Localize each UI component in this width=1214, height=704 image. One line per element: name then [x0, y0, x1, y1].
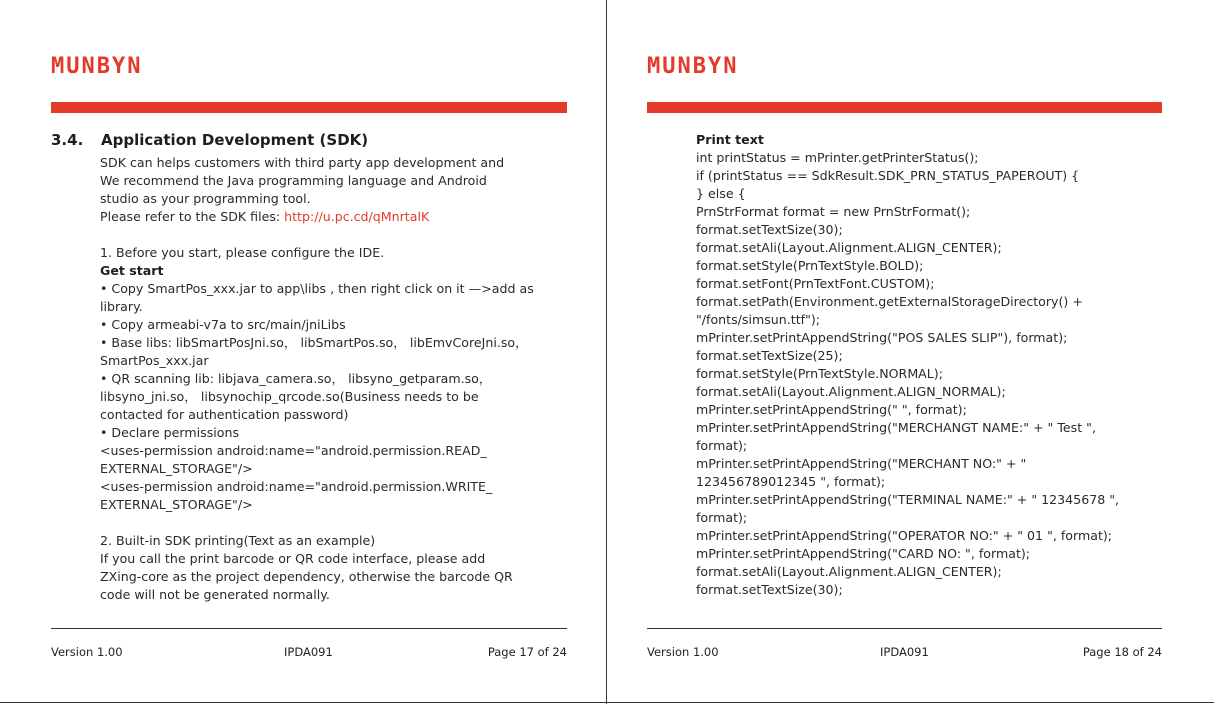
line-text: "/fonts/simsun.ttf"); — [696, 312, 821, 327]
line-text: If you call the print barcode or QR code interface, please add — [100, 551, 486, 566]
footer-page-number: Page 18 of 24 — [1082, 645, 1162, 659]
line-text: Please refer to the SDK files: — [100, 209, 285, 224]
text-line — [696, 527, 1166, 545]
footer-divider — [647, 628, 1162, 629]
text-line — [100, 154, 575, 172]
line-text: format.setStyle(PrnTextStyle.NORMAL); — [696, 366, 943, 381]
line-text: SDK can helps customers with third party app development and — [100, 155, 505, 170]
line-text: } else { — [696, 186, 746, 201]
line-text: format.setTextSize(30); — [696, 582, 843, 597]
right-page — [607, 0, 1214, 704]
line-text: format.setAli(Layout.Alignment.ALIGN_CENTER); — [696, 240, 1002, 255]
left-body-text — [100, 154, 575, 604]
munbyn-logo: MUNBYN — [51, 54, 143, 79]
text-line — [100, 208, 575, 226]
line-text: format.setFont(PrnTextFont.CUSTOM); — [696, 276, 935, 291]
text-line — [696, 221, 1166, 239]
text-line — [100, 478, 575, 496]
subheading — [696, 131, 1166, 149]
text-line — [100, 334, 575, 352]
text-line — [696, 491, 1166, 509]
line-text: EXTERNAL_STORAGE"/> — [100, 497, 253, 512]
line-text: <uses-permission android:name="android.permission.READ_ — [100, 443, 487, 458]
line-text: format.setTextSize(30); — [696, 222, 843, 237]
section-heading — [51, 131, 571, 149]
text-line — [696, 185, 1166, 203]
blank-line — [100, 226, 575, 244]
line-text: • QR scanning lib: libjava_camera.so， libsyno_getparam.so， — [100, 371, 492, 386]
line-text: format.setPath(Environment.getExternalStorageDirectory() + — [696, 294, 1083, 309]
sdk-link[interactable]: http://u.pc.cd/qMnrtalK — [284, 209, 430, 224]
text-line — [100, 370, 575, 388]
header-red-bar — [51, 102, 567, 113]
text-line — [696, 401, 1166, 419]
text-line — [696, 275, 1166, 293]
line-text: code will not be generated normally. — [100, 587, 330, 602]
text-line — [100, 280, 575, 298]
text-line — [100, 424, 575, 442]
text-line — [100, 586, 575, 604]
text-line — [696, 257, 1166, 275]
line-text: Get start — [100, 263, 164, 278]
text-line — [100, 298, 575, 316]
text-line — [696, 437, 1166, 455]
line-text: libsyno_jni.so， libsynochip_qrcode.so(Business needs to be — [100, 389, 479, 404]
blank-line — [100, 514, 575, 532]
line-text: library. — [100, 299, 143, 314]
line-text: mPrinter.setPrintAppendString("POS SALES SLIP"), format); — [696, 330, 1068, 345]
text-line — [696, 455, 1166, 473]
text-line — [100, 316, 575, 334]
line-text: Print text — [696, 132, 764, 147]
header-red-bar — [647, 102, 1162, 113]
text-line — [100, 406, 575, 424]
text-line — [100, 388, 575, 406]
line-text: 1. Before you start, please configure the IDE. — [100, 245, 385, 260]
text-line — [696, 329, 1166, 347]
footer-version: Version 1.00 — [647, 645, 719, 659]
line-text: EXTERNAL_STORAGE"/> — [100, 461, 253, 476]
line-text: • Base libs: libSmartPosJni.so， libSmartPos.so， libEmvCoreJni.so， — [100, 335, 528, 350]
text-line — [100, 352, 575, 370]
line-text: PrnStrFormat format = new PrnStrFormat(); — [696, 204, 971, 219]
text-line — [696, 419, 1166, 437]
text-line — [696, 347, 1166, 365]
line-text: 123456789012345 ", format); — [696, 474, 886, 489]
text-line — [696, 509, 1166, 527]
line-text: format); — [696, 438, 748, 453]
text-line — [100, 532, 575, 550]
footer-model: IPDA091 — [880, 645, 929, 659]
line-text: mPrinter.setPrintAppendString("OPERATOR NO:" + " 01 ", format); — [696, 528, 1113, 543]
line-text: format); — [696, 510, 748, 525]
line-text: mPrinter.setPrintAppendString("MERCHANT NO:" + " — [696, 456, 1027, 471]
line-text: int printStatus = mPrinter.getPrinterStatus(); — [696, 150, 979, 165]
line-text: format.setAli(Layout.Alignment.ALIGN_NORMAL); — [696, 384, 1006, 399]
text-line — [696, 365, 1166, 383]
line-text: studio as your programming tool. — [100, 191, 311, 206]
line-text: if (printStatus == SdkResult.SDK_PRN_STATUS_PAPEROUT) { — [696, 168, 1080, 183]
line-text: mPrinter.setPrintAppendString(" ", format); — [696, 402, 967, 417]
line-text: • Copy armeabi-v7a to src/main/jniLibs — [100, 317, 346, 332]
section-title: Application Development (SDK) — [101, 131, 369, 149]
footer-model: IPDA091 — [284, 645, 333, 659]
text-line — [696, 293, 1166, 311]
footer-divider — [51, 628, 567, 629]
text-line — [696, 311, 1166, 329]
text-line — [696, 563, 1166, 581]
text-line — [100, 568, 575, 586]
text-line — [100, 190, 575, 208]
line-text: format.setStyle(PrnTextStyle.BOLD); — [696, 258, 924, 273]
subheading — [100, 262, 575, 280]
text-line — [696, 581, 1166, 599]
line-text: <uses-permission android:name="android.permission.WRITE_ — [100, 479, 493, 494]
right-body-text — [696, 131, 1166, 599]
text-line — [100, 442, 575, 460]
line-text: ZXing-core as the project dependency, otherwise the barcode QR — [100, 569, 513, 584]
text-line — [696, 545, 1166, 563]
line-text: mPrinter.setPrintAppendString("TERMINAL NAME:" + " 12345678 ", — [696, 492, 1120, 507]
munbyn-logo: MUNBYN — [647, 54, 739, 79]
line-text: format.setAli(Layout.Alignment.ALIGN_CENTER); — [696, 564, 1002, 579]
line-text: contacted for authentication password) — [100, 407, 349, 422]
line-text: • Declare permissions — [100, 425, 240, 440]
footer-version: Version 1.00 — [51, 645, 123, 659]
line-text: mPrinter.setPrintAppendString("CARD NO: ", format); — [696, 546, 1031, 561]
text-line — [100, 172, 575, 190]
line-text: We recommend the Java programming language and Android — [100, 173, 487, 188]
line-text: 2. Built-in SDK printing(Text as an example) — [100, 533, 376, 548]
section-number: 3.4. — [51, 131, 84, 149]
line-text: format.setTextSize(25); — [696, 348, 843, 363]
text-line — [696, 383, 1166, 401]
bottom-edge-line — [0, 702, 1214, 703]
line-text: mPrinter.setPrintAppendString("MERCHANGT NAME:" + " Test ", — [696, 420, 1096, 435]
text-line — [100, 550, 575, 568]
text-line — [100, 496, 575, 514]
text-line — [696, 203, 1166, 221]
text-line — [100, 244, 575, 262]
text-line — [696, 167, 1166, 185]
footer-page-number: Page 17 of 24 — [487, 645, 567, 659]
text-line — [696, 239, 1166, 257]
text-line — [696, 473, 1166, 491]
text-line — [100, 460, 575, 478]
line-text: SmartPos_xxx.jar — [100, 353, 209, 368]
text-line — [696, 149, 1166, 167]
line-text: • Copy SmartPos_xxx.jar to app\libs , then right click on it —>add as — [100, 281, 534, 296]
